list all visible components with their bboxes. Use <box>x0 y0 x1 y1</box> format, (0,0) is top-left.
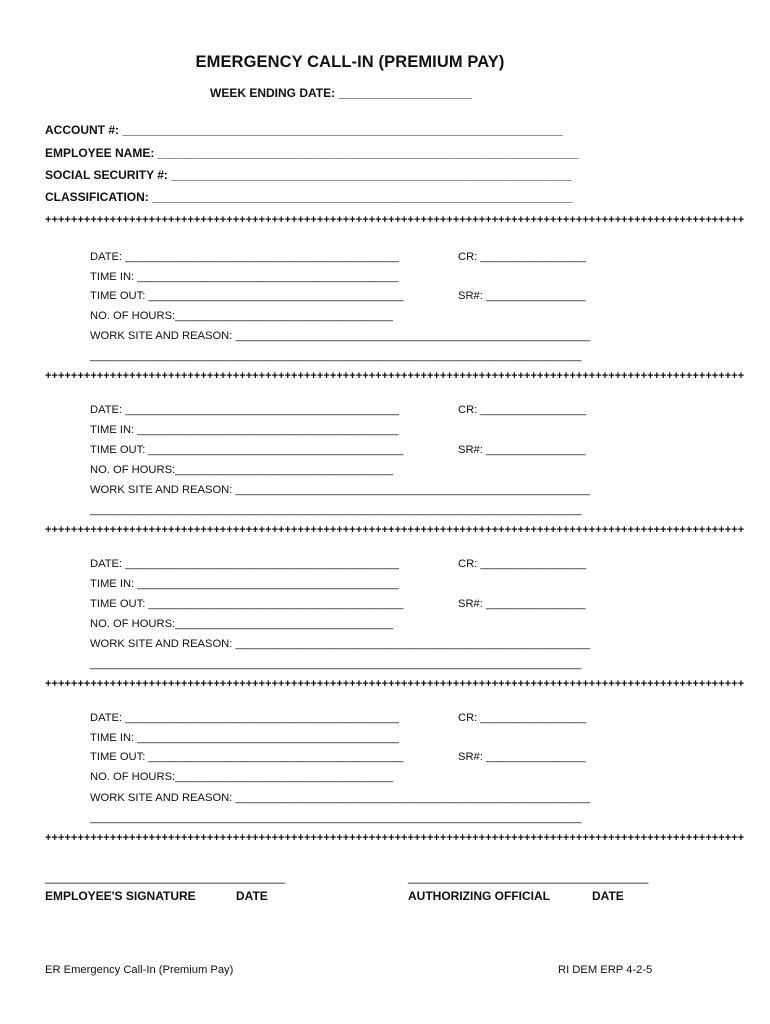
separator: ++++++++++++++++++++++++++++++++++++++++++++++++++++++++++++++++++++++++++++++++++++++++++++++++++++++++++++ <box>45 524 745 536</box>
work-site-field[interactable]: WORK SITE AND REASON: _________________________________________________________ <box>90 330 591 342</box>
time-out-field[interactable]: TIME OUT: _________________________________________ <box>90 598 404 610</box>
employee-name-field[interactable]: EMPLOYEE NAME: _______________________________________________________________ <box>45 146 579 160</box>
time-out-field[interactable]: TIME OUT: _________________________________________ <box>90 290 404 302</box>
employee-signature-line[interactable]: ____________________________________ <box>45 870 286 884</box>
sr-field[interactable]: SR#: ________________ <box>458 598 586 610</box>
work-site-continuation[interactable]: _______________________________________________________________________________ <box>90 812 582 824</box>
work-site-continuation[interactable]: _______________________________________________________________________________ <box>90 350 582 362</box>
time-in-field[interactable]: TIME IN: __________________________________________ <box>90 578 399 590</box>
footer-form-name: ER Emergency Call-In (Premium Pay) <box>45 964 234 976</box>
date-field[interactable]: DATE: ____________________________________________ <box>90 404 399 416</box>
hours-field[interactable]: NO. OF HOURS:___________________________________ <box>90 618 393 630</box>
work-site-field[interactable]: WORK SITE AND REASON: _________________________________________________________ <box>90 638 591 650</box>
separator: ++++++++++++++++++++++++++++++++++++++++++++++++++++++++++++++++++++++++++++++++++++++++++++++++++++++++++++ <box>45 214 745 226</box>
separator: ++++++++++++++++++++++++++++++++++++++++++++++++++++++++++++++++++++++++++++++++++++++++++++++++++++++++++++ <box>45 678 745 690</box>
work-site-field[interactable]: WORK SITE AND REASON: _________________________________________________________ <box>90 484 591 496</box>
date-field[interactable]: DATE: ____________________________________________ <box>90 558 399 570</box>
time-out-field[interactable]: TIME OUT: _________________________________________ <box>90 444 404 456</box>
time-in-field[interactable]: TIME IN: __________________________________________ <box>90 271 399 283</box>
date-field[interactable]: DATE: ____________________________________________ <box>90 712 399 724</box>
cr-field[interactable]: CR: _________________ <box>458 712 587 724</box>
cr-field[interactable]: CR: _________________ <box>458 558 587 570</box>
cr-field[interactable]: CR: _________________ <box>458 251 587 263</box>
footer-form-code: RI DEM ERP 4-2-5 <box>558 964 653 976</box>
date-field[interactable]: DATE: ____________________________________________ <box>90 251 399 263</box>
employee-date-label: DATE <box>236 889 268 903</box>
cr-field[interactable]: CR: _________________ <box>458 404 587 416</box>
hours-field[interactable]: NO. OF HOURS:___________________________________ <box>90 771 393 783</box>
work-site-continuation[interactable]: _______________________________________________________________________________ <box>90 504 582 516</box>
official-signature-line[interactable]: ____________________________________ <box>408 870 649 884</box>
sr-field[interactable]: SR#: ________________ <box>458 444 586 456</box>
time-in-field[interactable]: TIME IN: __________________________________________ <box>90 424 399 436</box>
work-site-field[interactable]: WORK SITE AND REASON: _________________________________________________________ <box>90 792 591 804</box>
official-date-label: DATE <box>592 889 624 903</box>
separator: ++++++++++++++++++++++++++++++++++++++++++++++++++++++++++++++++++++++++++++++++++++++++++++++++++++++++++++ <box>45 832 745 844</box>
sr-field[interactable]: SR#: ________________ <box>458 751 586 763</box>
social-security-field[interactable]: SOCIAL SECURITY #: ____________________________________________________________ <box>45 168 572 182</box>
account-field[interactable]: ACCOUNT #: __________________________________________________________________ <box>45 123 563 137</box>
work-site-continuation[interactable]: _______________________________________________________________________________ <box>90 658 582 670</box>
hours-field[interactable]: NO. OF HOURS:___________________________________ <box>90 464 393 476</box>
week-ending-field[interactable]: WEEK ENDING DATE: ____________________ <box>210 86 472 100</box>
authorizing-official-label: AUTHORIZING OFFICIAL <box>408 889 550 903</box>
employee-signature-label: EMPLOYEE'S SIGNATURE <box>45 889 196 903</box>
classification-field[interactable]: CLASSIFICATION: _______________________________________________________________ <box>45 190 573 204</box>
time-in-field[interactable]: TIME IN: __________________________________________ <box>90 732 399 744</box>
sr-field[interactable]: SR#: ________________ <box>458 290 586 302</box>
time-out-field[interactable]: TIME OUT: _________________________________________ <box>90 751 404 763</box>
hours-field[interactable]: NO. OF HOURS:___________________________________ <box>90 310 393 322</box>
separator: ++++++++++++++++++++++++++++++++++++++++++++++++++++++++++++++++++++++++++++++++++++++++++++++++++++++++++++ <box>45 370 745 382</box>
form-title: EMERGENCY CALL-IN (PREMIUM PAY) <box>195 53 505 71</box>
